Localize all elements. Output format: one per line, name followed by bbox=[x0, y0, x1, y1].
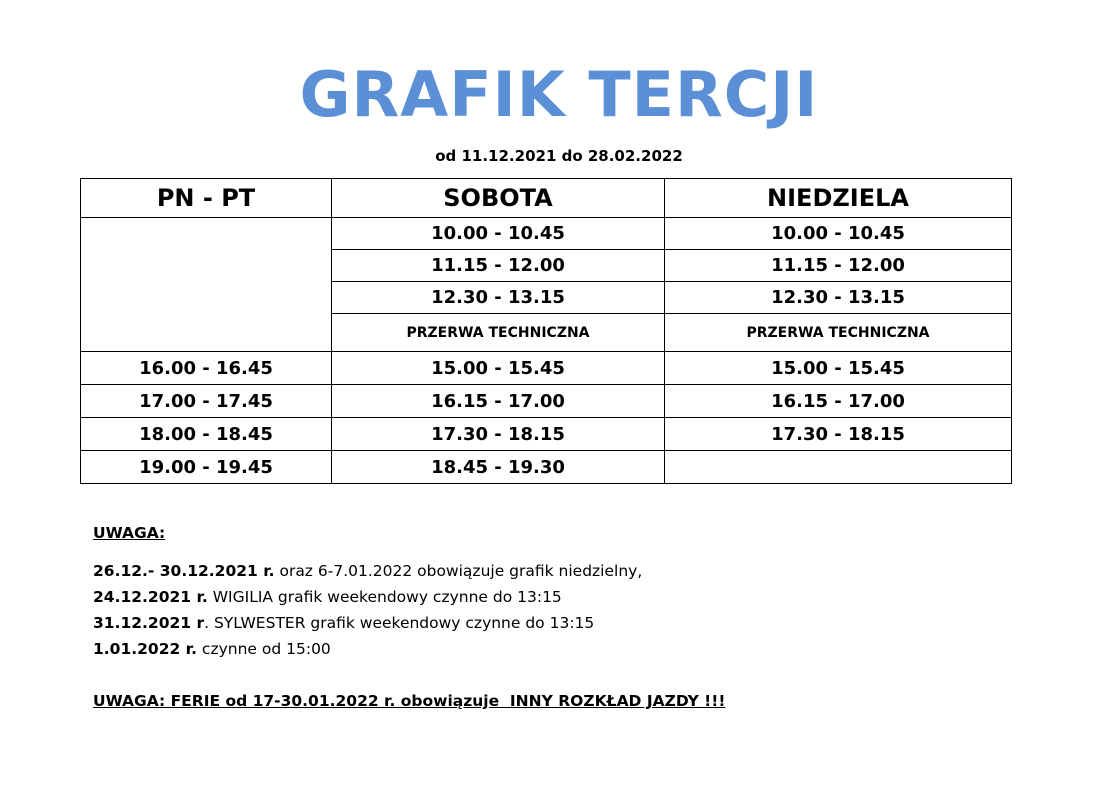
time-cell: 18.00 - 18.45 bbox=[81, 418, 332, 451]
break-cell-sobota: PRZERWA TECHNICZNA bbox=[332, 314, 665, 352]
page-title: GRAFIK TERCJI bbox=[299, 58, 819, 131]
note-text: oraz 6-7.01.2022 obowiązuje grafik niedzielny, bbox=[274, 562, 643, 580]
note-line bbox=[93, 610, 1053, 636]
notes-section bbox=[93, 520, 1053, 714]
note-date: 26.12.- 30.12.2021 r. bbox=[93, 562, 275, 580]
table-row bbox=[81, 451, 1012, 484]
time-cell: 12.30 - 13.15 bbox=[665, 282, 1012, 314]
time-cell: 10.00 - 10.45 bbox=[665, 218, 1012, 250]
table-row bbox=[81, 418, 1012, 451]
time-cell: 16.15 - 17.00 bbox=[332, 385, 665, 418]
table-row bbox=[81, 385, 1012, 418]
break-cell-niedziela: PRZERWA TECHNICZNA bbox=[665, 314, 1012, 352]
empty-weekday-cell bbox=[81, 218, 332, 352]
notes-heading: UWAGA: bbox=[93, 524, 166, 542]
note-line bbox=[93, 558, 1053, 584]
time-cell: 19.00 - 19.45 bbox=[81, 451, 332, 484]
note-text: . SYLWESTER grafik weekendowy czynne do 13:15 bbox=[204, 614, 595, 632]
table-row bbox=[81, 218, 1012, 250]
header-sobota: SOBOTA bbox=[332, 179, 665, 218]
time-cell: 17.30 - 18.15 bbox=[332, 418, 665, 451]
header-niedziela: NIEDZIELA bbox=[665, 179, 1012, 218]
header-row bbox=[81, 179, 1012, 218]
header-pn-pt: PN - PT bbox=[81, 179, 332, 218]
time-cell: 11.15 - 12.00 bbox=[332, 250, 665, 282]
note-date: 31.12.2021 r bbox=[93, 614, 205, 632]
note-text: czynne od 15:00 bbox=[197, 640, 331, 658]
time-cell: 18.45 - 19.30 bbox=[332, 451, 665, 484]
time-cell: 15.00 - 15.45 bbox=[332, 352, 665, 385]
time-cell: 10.00 - 10.45 bbox=[332, 218, 665, 250]
table-row bbox=[81, 352, 1012, 385]
ferie-warning: UWAGA: FERIE od 17-30.01.2022 r. obowiązuje INNY ROZKŁAD JAZDY !!! bbox=[93, 692, 726, 710]
time-cell: 11.15 - 12.00 bbox=[665, 250, 1012, 282]
schedule-table bbox=[80, 178, 1012, 484]
note-text: WIGILIA grafik weekendowy czynne do 13:15 bbox=[207, 588, 562, 606]
note-date: 24.12.2021 r. bbox=[93, 588, 208, 606]
time-cell: 16.15 - 17.00 bbox=[665, 385, 1012, 418]
time-cell: 12.30 - 13.15 bbox=[332, 282, 665, 314]
date-range: od 11.12.2021 do 28.02.2022 bbox=[435, 147, 683, 165]
time-cell: 17.30 - 18.15 bbox=[665, 418, 1012, 451]
time-cell: 16.00 - 16.45 bbox=[81, 352, 332, 385]
time-cell bbox=[665, 451, 1012, 484]
note-line bbox=[93, 636, 1053, 662]
note-line bbox=[93, 584, 1053, 610]
note-date: 1.01.2022 r. bbox=[93, 640, 197, 658]
time-cell: 15.00 - 15.45 bbox=[665, 352, 1012, 385]
time-cell: 17.00 - 17.45 bbox=[81, 385, 332, 418]
